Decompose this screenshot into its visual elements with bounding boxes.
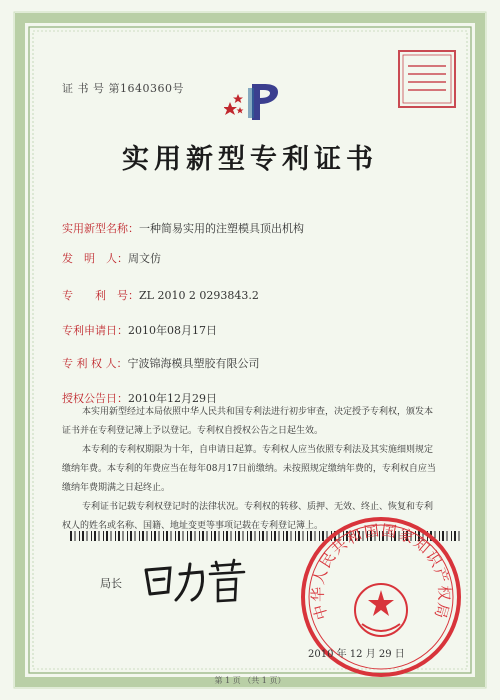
patentee-label: 专 利 权 人： [62, 357, 128, 370]
patentee [62, 355, 260, 371]
filing-date [62, 322, 217, 338]
utility-model-name [62, 220, 304, 236]
utility-model-name-value: 一种简易实用的注塑模具顶出机构 [139, 222, 304, 235]
seal-date: 2010 年 12 月 29 日 [308, 649, 405, 660]
utility-model-name-label: 实用新型名称： [62, 222, 139, 235]
inventor-value: 周文仿 [128, 252, 161, 265]
page-footer: 第 1 页 （共 1 页） [214, 676, 286, 685]
certificate-title: 实用新型专利证书 [122, 144, 378, 175]
patentee-value: 宁波锦海模具塑胶有限公司 [127, 357, 260, 370]
patent-number [62, 287, 259, 303]
inventor [62, 250, 161, 266]
grant-date-label: 授权公告日： [62, 392, 128, 405]
body-paragraph-1: 本实用新型经过本局依照中华人民共和国专利法进行初步审查，决定授予专利权，颁发本证书并在专利登记簿上予以登记。专利权自授权公告之日起生效。 [62, 407, 434, 436]
director-signature-icon [140, 556, 250, 606]
agency-stamp-icon [396, 48, 458, 110]
filing-date-label: 专利申请日： [62, 324, 128, 337]
body-paragraph-3: 专利证书记载专利权登记时的法律状况。专利权的转移、质押、无效、终止、恢复和专利权人的姓名或名称、国籍、地址变更等事项记载在专利登记簿上。 [62, 502, 434, 531]
grant-date-value: 2010年12月29日 [128, 392, 217, 405]
patent-number-value: ZL 2010 2 0293843.2 [139, 289, 259, 302]
patent-number-label: 专 利 号： [62, 289, 139, 302]
seal-text: 中华人民共和国国家知识产权局 [308, 521, 454, 622]
filing-date-value: 2010年08月17日 [128, 324, 217, 337]
director-label: 局长 [100, 577, 122, 590]
certificate-number: 证 书 号 第1640360号 [62, 82, 184, 95]
body-paragraph-2: 本专利的专利权期限为十年，自申请日起算。专利权人应当依照专利法及其实施细则规定缴纳年费。本专利的年费应当在每年08月17日前缴纳。未按照规定缴纳年费的，专利权自应当缴纳年费期满之日起终止。 [62, 445, 436, 493]
inventor-label: 发 明 人： [62, 252, 128, 265]
cnipa-logo-icon [224, 82, 282, 122]
